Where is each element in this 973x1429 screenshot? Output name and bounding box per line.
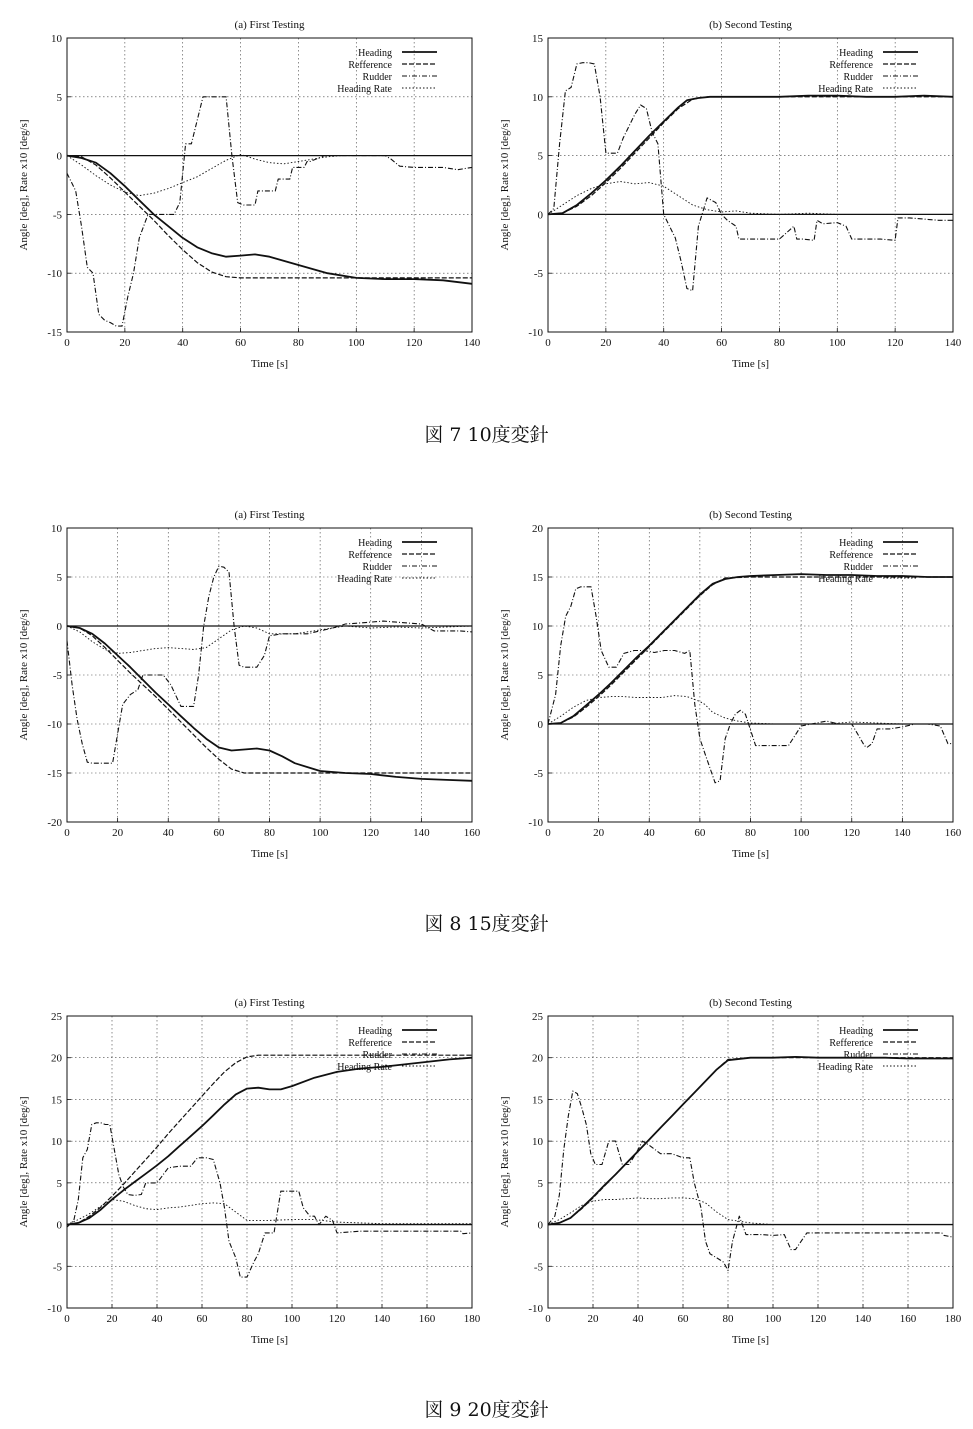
y-tick-label: 15	[51, 1094, 62, 1107]
x-tick-label: 80	[745, 827, 756, 839]
x-tick-label: 20	[112, 827, 124, 839]
y-tick-label: 10	[51, 1136, 62, 1149]
y-axis-label: Angle [deg], Rate x10 [deg/s]	[18, 1096, 30, 1228]
y-tick-label: 5	[56, 91, 62, 104]
x-tick-label: 80	[773, 337, 785, 349]
x-tick-label: 20	[119, 337, 131, 349]
y-tick-label: -5	[533, 1261, 543, 1274]
chart-panel-3	[18, 509, 481, 860]
legend-label: Refference	[348, 550, 392, 561]
y-tick-label: -5	[52, 1261, 62, 1274]
y-tick-label: 5	[537, 150, 543, 163]
y-tick-label: 20	[532, 1052, 543, 1065]
y-tick-label: -5	[52, 670, 62, 682]
y-tick-label: 10	[51, 523, 62, 535]
chart-panel-4	[499, 509, 962, 860]
y-tick-label: -10	[47, 268, 62, 281]
y-tick-label: -10	[528, 327, 543, 339]
x-tick-label: 0	[64, 827, 70, 839]
x-tick-label: 160	[418, 1313, 436, 1325]
x-tick-label: 120	[405, 337, 423, 349]
y-tick-label: 20	[532, 523, 543, 535]
legend-label: Heading Rate	[818, 574, 873, 585]
y-tick-label: -15	[47, 327, 62, 339]
x-tick-label: 0	[545, 827, 551, 839]
series-line-heading-rate	[67, 1200, 472, 1225]
x-tick-label: 20	[593, 827, 605, 839]
x-tick-label: 100	[764, 1313, 782, 1325]
legend-label: Heading Rate	[337, 574, 392, 585]
legend-label: Heading	[358, 48, 392, 59]
x-tick-label: 160	[899, 1313, 917, 1325]
legend-label: Refference	[348, 1038, 392, 1049]
series-line-refference	[67, 156, 472, 278]
legend-label: Heading	[839, 538, 873, 549]
y-axis-label: Angle [deg], Rate x10 [deg/s]	[499, 1096, 511, 1228]
legend-label: Refference	[348, 60, 392, 71]
x-tick-label: 180	[463, 1313, 481, 1325]
chart-panel-6	[499, 997, 962, 1346]
series-line-heading	[67, 156, 472, 284]
x-tick-label: 60	[196, 1313, 208, 1325]
y-tick-label: 0	[537, 209, 543, 222]
legend-label: Rudder	[362, 72, 392, 83]
x-tick-label: 80	[722, 1313, 734, 1325]
x-tick-label: 140	[413, 827, 430, 839]
x-axis-label: Time [s]	[731, 1334, 770, 1346]
x-tick-label: 20	[600, 337, 612, 349]
y-tick-label: 0	[537, 1219, 543, 1232]
legend-label: Refference	[829, 550, 873, 561]
chart-panel-1	[18, 19, 481, 370]
legend-label: Heading	[839, 1026, 873, 1037]
x-tick-label: 100	[792, 827, 810, 839]
y-tick-label: -10	[47, 719, 62, 731]
plot-frame	[67, 38, 472, 332]
legend-label: Refference	[829, 60, 873, 71]
x-tick-label: 60	[716, 337, 728, 349]
series-line-heading	[548, 96, 953, 215]
y-tick-label: 25	[51, 1011, 62, 1023]
series-line-rudder	[67, 1123, 472, 1277]
x-axis-label: Time [s]	[250, 848, 289, 860]
figure-caption-7: 図 7 10度変針	[424, 424, 549, 446]
x-tick-label: 40	[162, 827, 174, 839]
y-tick-label: 20	[51, 1052, 62, 1065]
y-axis-label: Angle [deg], Rate x10 [deg/s]	[499, 609, 511, 741]
x-tick-label: 100	[283, 1313, 301, 1325]
x-tick-label: 140	[894, 827, 911, 839]
x-tick-label: 40	[177, 337, 189, 349]
x-tick-label: 40	[632, 1313, 644, 1325]
chart-title: (b) Second Testing	[709, 19, 792, 31]
x-tick-label: 60	[677, 1313, 689, 1325]
legend-label: Rudder	[843, 72, 873, 83]
x-tick-label: 160	[463, 827, 481, 839]
y-tick-label: 0	[56, 621, 62, 633]
x-tick-label: 120	[328, 1313, 346, 1325]
figure-caption-8: 図 8 15度変針	[424, 913, 549, 935]
y-tick-label: 10	[532, 1136, 543, 1149]
y-tick-label: 15	[532, 33, 543, 45]
y-tick-label: 15	[532, 572, 543, 584]
y-tick-label: -5	[533, 768, 543, 780]
y-tick-label: -15	[47, 768, 62, 780]
x-tick-label: 120	[843, 827, 860, 839]
series-line-heading-rate	[548, 182, 953, 215]
chart-panel-2	[499, 19, 962, 370]
x-tick-label: 0	[64, 337, 70, 349]
series-line-refference	[67, 1055, 472, 1224]
y-tick-label: 0	[537, 719, 543, 731]
y-tick-label: 5	[56, 1177, 62, 1190]
x-tick-label: 100	[829, 337, 846, 349]
figure-caption-9: 図 9 20度変針	[424, 1399, 549, 1421]
x-tick-label: 20	[587, 1313, 599, 1325]
legend-label: Heading Rate	[818, 1062, 873, 1073]
x-tick-label: 140	[854, 1313, 872, 1325]
y-tick-label: 5	[537, 1177, 543, 1190]
x-tick-label: 140	[944, 337, 962, 349]
chart-title: (b) Second Testing	[709, 509, 792, 521]
chart-title: (a) First Testing	[234, 509, 305, 521]
series-line-rudder	[67, 97, 472, 326]
legend-label: Rudder	[362, 562, 392, 573]
x-axis-label: Time [s]	[250, 358, 289, 370]
series-line-heading-rate	[548, 1198, 953, 1225]
x-tick-label: 80	[264, 827, 275, 839]
plot-frame	[548, 1016, 953, 1308]
x-tick-label: 0	[64, 1313, 70, 1325]
y-tick-label: 25	[532, 1011, 543, 1023]
x-tick-label: 40	[151, 1313, 163, 1325]
y-tick-label: 15	[532, 1094, 543, 1107]
x-tick-label: 40	[658, 337, 670, 349]
y-tick-label: 0	[56, 150, 62, 163]
plot-frame	[548, 38, 953, 332]
x-tick-label: 20	[106, 1313, 118, 1325]
y-tick-label: -20	[47, 817, 62, 829]
legend-label: Heading Rate	[337, 84, 392, 95]
x-tick-label: 120	[809, 1313, 827, 1325]
legend-label: Rudder	[843, 562, 873, 573]
x-tick-label: 160	[944, 827, 962, 839]
chart-title: (a) First Testing	[234, 997, 305, 1009]
legend-label: Heading	[839, 48, 873, 59]
y-tick-label: 5	[537, 670, 543, 682]
y-tick-label: -10	[528, 817, 543, 829]
y-axis-label: Angle [deg], Rate x10 [deg/s]	[18, 119, 30, 251]
legend-label: Refference	[829, 1038, 873, 1049]
x-axis-label: Time [s]	[731, 848, 770, 860]
x-tick-label: 0	[545, 1313, 551, 1325]
series-line-refference	[548, 577, 953, 724]
y-tick-label: -5	[533, 268, 543, 281]
y-tick-label: 10	[532, 91, 543, 104]
chart-title: (b) Second Testing	[709, 997, 792, 1009]
x-tick-label: 120	[362, 827, 379, 839]
x-tick-label: 180	[944, 1313, 962, 1325]
legend-label: Heading Rate	[337, 1062, 392, 1073]
x-tick-label: 60	[213, 827, 225, 839]
y-tick-label: 10	[532, 621, 543, 633]
chart-panel-5	[18, 997, 481, 1346]
x-tick-label: 60	[694, 827, 706, 839]
y-tick-label: 0	[56, 1219, 62, 1232]
y-tick-label: -10	[528, 1303, 543, 1315]
legend-label: Heading Rate	[818, 84, 873, 95]
x-tick-label: 0	[545, 337, 551, 349]
x-tick-label: 60	[235, 337, 247, 349]
chart-title: (a) First Testing	[234, 19, 305, 31]
x-tick-label: 40	[643, 827, 655, 839]
x-tick-label: 140	[373, 1313, 391, 1325]
legend-label: Heading	[358, 1026, 392, 1037]
legend-label: Rudder	[843, 1050, 873, 1061]
x-axis-label: Time [s]	[250, 1334, 289, 1346]
x-tick-label: 100	[311, 827, 329, 839]
y-axis-label: Angle [deg], Rate x10 [deg/s]	[499, 119, 511, 251]
x-tick-label: 120	[886, 337, 904, 349]
legend-label: Rudder	[362, 1050, 392, 1061]
legend-label: Heading	[358, 538, 392, 549]
x-tick-label: 80	[292, 337, 304, 349]
plot-frame	[67, 1016, 472, 1308]
y-tick-label: 10	[51, 33, 62, 45]
series-line-heading-rate	[548, 696, 953, 724]
y-tick-label: -5	[52, 209, 62, 222]
x-tick-label: 140	[463, 337, 481, 349]
y-axis-label: Angle [deg], Rate x10 [deg/s]	[18, 609, 30, 741]
x-tick-label: 80	[241, 1313, 253, 1325]
x-tick-label: 100	[348, 337, 365, 349]
y-tick-label: -10	[47, 1303, 62, 1315]
x-axis-label: Time [s]	[731, 358, 770, 370]
y-tick-label: 5	[56, 572, 62, 584]
